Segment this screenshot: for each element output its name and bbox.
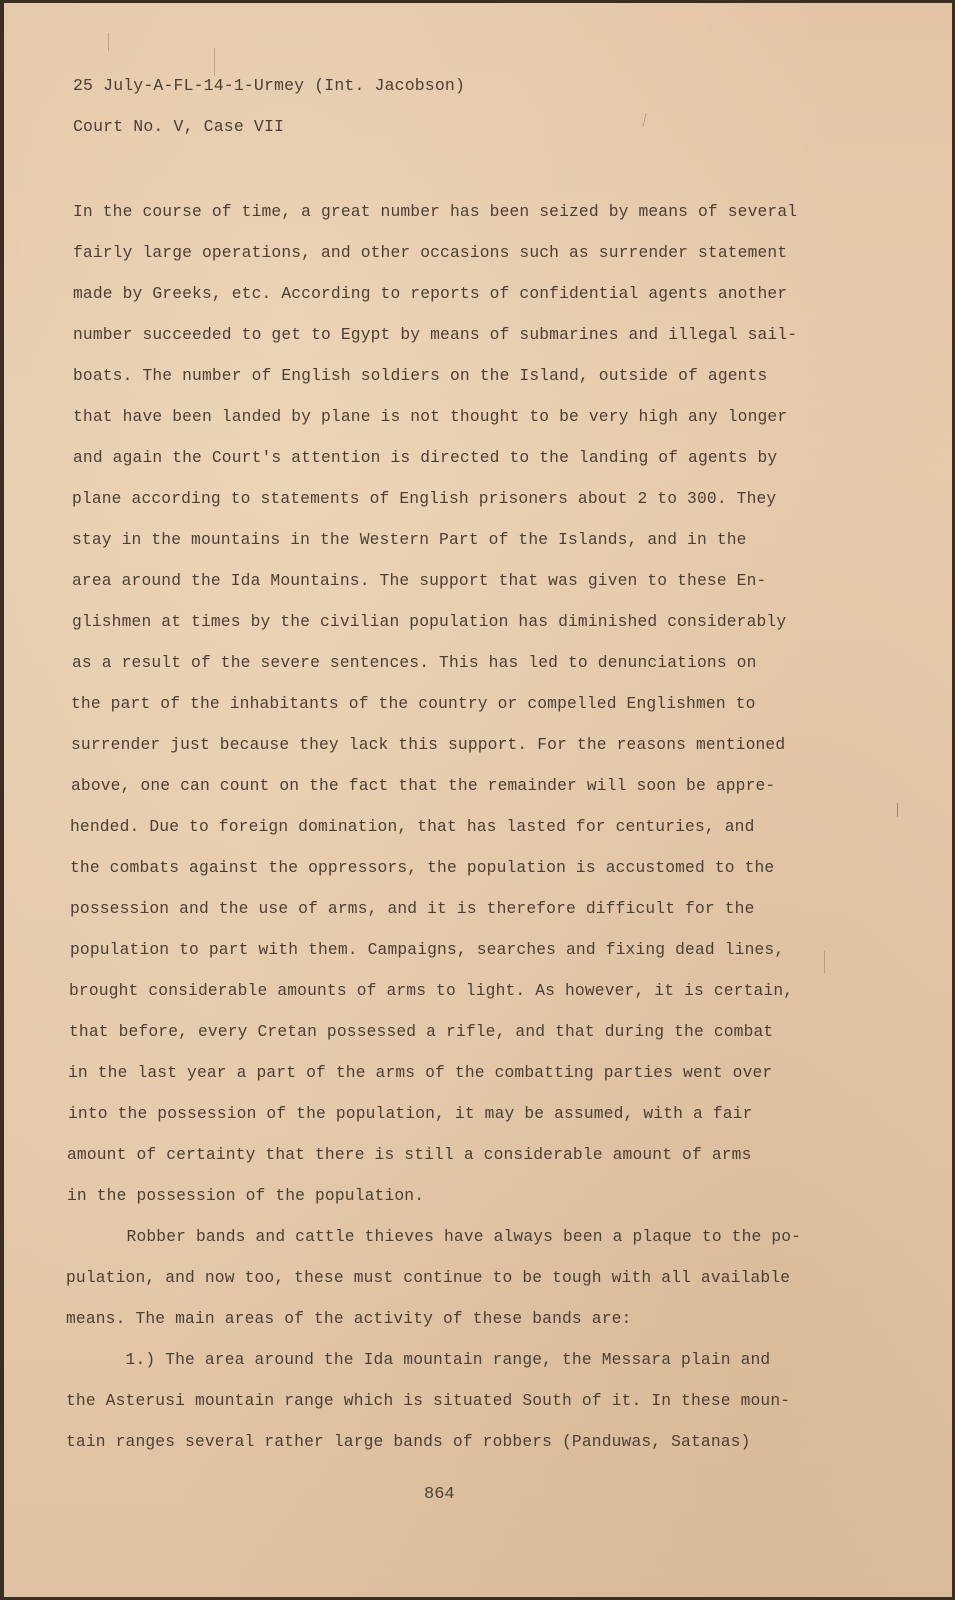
body-line: the combats against the oppressors, the population is accustomed to the [70,858,775,877]
body-line: population to part with them. Campaigns, searches and fixing dead lines, [70,940,785,959]
paper-fleck [824,951,825,973]
paper-fleck [643,113,647,127]
body-line: number succeeded to get to Egypt by means of submarines and illegal sail- [73,325,798,344]
body-line: area around the Ida Mountains. The support that was given to these En- [72,571,767,590]
body-line: fairly large operations, and other occasions such as surrender statement [73,243,788,262]
paper-fleck [214,48,215,76]
body-line: boats. The number of English soldiers on the Island, outside of agents [73,366,768,385]
body-line: that have been landed by plane is not thought to be very high any longer [73,407,788,426]
body-line: plane according to statements of English prisoners about 2 to 300. They [72,489,777,508]
document-page [4,3,952,1597]
body-line: into the possession of the population, it may be assumed, with a fair [68,1104,753,1123]
body-line: above, one can count on the fact that the remainder will soon be appre- [71,776,776,795]
body-line: Robber bands and cattle thieves have always been a plaque to the po- [67,1227,802,1246]
court-case: Court No. V, Case VII [73,117,285,136]
paper-fleck [108,33,109,51]
body-line: hended. Due to foreign domination, that has lasted for centuries, and [70,817,755,836]
body-line: tain ranges several rather large bands of robbers (Panduwas, Satanas) [66,1432,751,1451]
document-reference: 25 July-A-FL-14-1-Urmey (Int. Jacobson) [73,76,466,95]
body-line: pulation, and now too, these must continue to be tough with all available [66,1268,791,1287]
body-line: possession and the use of arms, and it is therefore difficult for the [70,899,755,918]
body-line: the Asterusi mountain range which is situated South of it. In these moun- [66,1391,791,1410]
body-line: and again the Court's attention is directed to the landing of agents by [73,448,778,467]
paper-fleck [897,803,898,817]
body-line: as a result of the severe sentences. This has led to denunciations on [72,653,757,672]
body-line: in the possession of the population. [67,1186,425,1205]
body-line: means. The main areas of the activity of these bands are: [66,1309,632,1328]
body-line: In the course of time, a great number has been seized by means of several [73,202,798,221]
body-line: stay in the mountains in the Western Part of the Islands, and in the [72,530,747,549]
body-line: that before, every Cretan possessed a rifle, and that during the combat [69,1022,774,1041]
body-line: surrender just because they lack this support. For the reasons mentioned [71,735,786,754]
body-line: amount of certainty that there is still a considerable amount of arms [67,1145,752,1164]
page-number: 864 [424,1485,455,1504]
body-line: made by Greeks, etc. According to reports of confidential agents another [73,284,788,303]
body-line: in the last year a part of the arms of the combatting parties went over [68,1063,773,1082]
body-line: glishmen at times by the civilian population has diminished considerably [72,612,787,631]
body-line: 1.) The area around the Ida mountain range, the Messara plain and [66,1350,771,1369]
body-line: the part of the inhabitants of the country or compelled Englishmen to [71,694,756,713]
body-line: brought considerable amounts of arms to light. As however, it is certain, [69,981,794,1000]
